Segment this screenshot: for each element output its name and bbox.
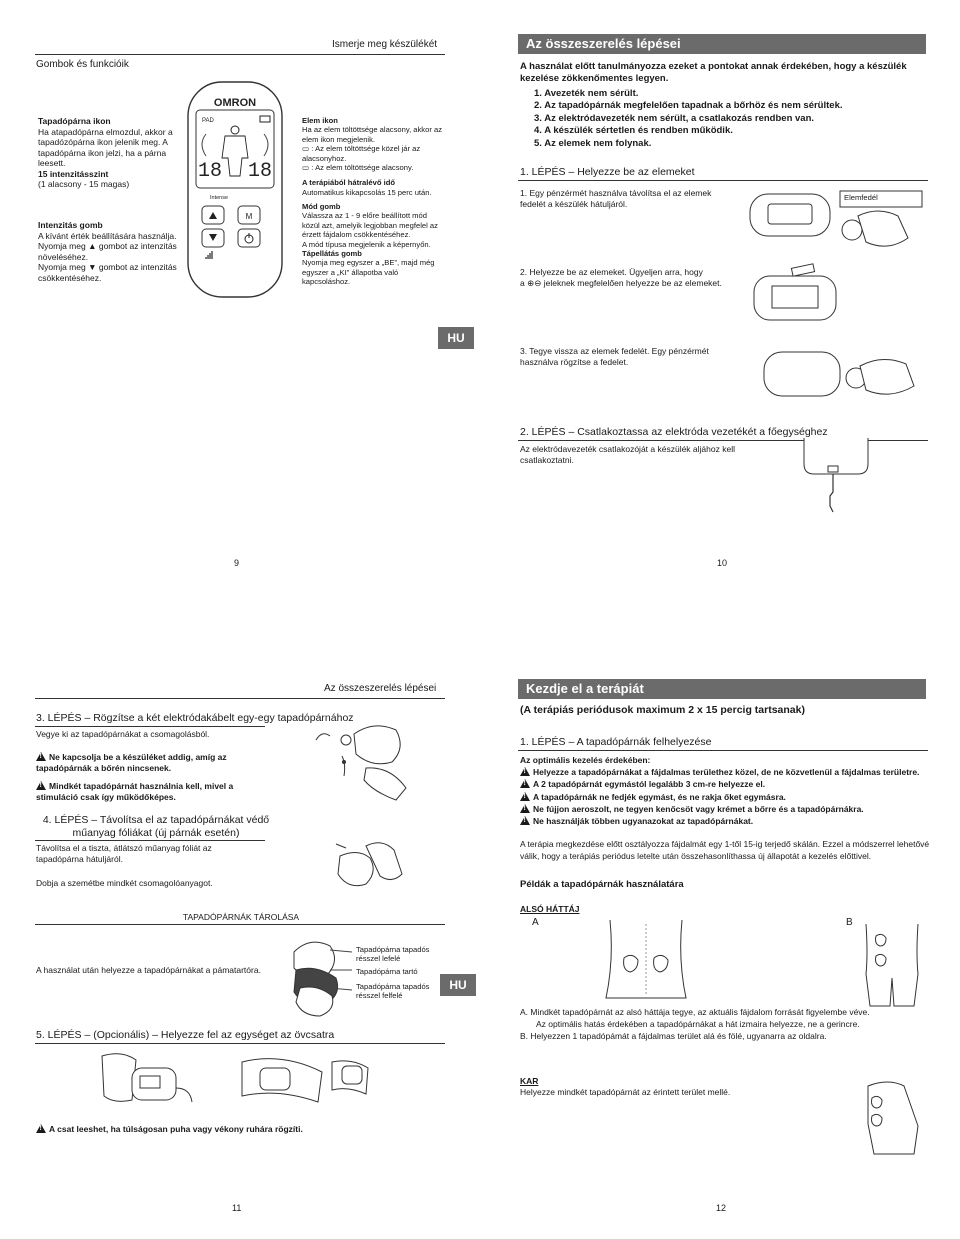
- storage-label3: Tapadópárna tapadós résszel felfelé: [356, 982, 430, 1001]
- p11-storage-rule: [35, 924, 445, 925]
- mode-desc: [302, 202, 442, 287]
- p12-examples-title: Példák a tapadópárnák használatára: [520, 879, 684, 890]
- p12-setting-text: A terápia megkezdése előtt osztályozza fájdalmát egy 1-től 15-ig terjedő skálán. Ezzel a módszerrel lehetővé válik, hogy a terápiás periódus letelte után összehasonlíthassa új állapotát a kezelés előttivel.: [520, 839, 930, 861]
- p10-step1-rule: [518, 180, 928, 181]
- step1-2a: 2. Helyezze be az elemeket. Ügyeljen arra, hogy: [520, 267, 703, 277]
- p11-warn2: [36, 781, 256, 802]
- p12-arm-text: Helyezze mindkét tapadópárnát az érintett terület mellé.: [520, 1087, 731, 1097]
- battery-text: Ha az elem töltöttsége alacsony, akkor az elem ikon megjelenik.: [302, 125, 442, 144]
- p12-lower-back: ALSÓ HÁTTÁJ: [520, 904, 580, 914]
- check-item: 2. Az tapadópárnák megfelelően tapadnak a bőrhöz és nem sérültek.: [534, 100, 843, 112]
- p12-arm-title: KAR: [520, 1076, 539, 1086]
- step1-2-text: [520, 267, 730, 288]
- p11-step3-text: Vegye ki az tapadópárnákat a csomagolásból.: [36, 729, 210, 739]
- p12-step1-title: 1. LÉPÉS – A tapadópárnák felhelyezése: [520, 736, 712, 748]
- p11-step5-title: 5. LÉPÉS – (Opcionális) – Helyezze fel az egységet az övcsatra: [36, 1029, 335, 1041]
- p12-step1-rule: [518, 750, 928, 751]
- lower-back-b-illustration: [860, 922, 924, 1008]
- p12-header: Kezdje el a terápiát: [518, 679, 926, 699]
- film-remove-illustration: [328, 836, 418, 896]
- warn3-text: A csat leeshet, ha túlságosan puha vagy vékony ruhára rögzíti.: [49, 1124, 303, 1134]
- check-item: 3. Az elektródavezeték nem sérült, a csatlakozás rendben van.: [534, 112, 815, 124]
- device-display-right: 18: [248, 160, 273, 183]
- pad-icon-desc: [38, 116, 178, 190]
- warning-icon: [520, 792, 530, 801]
- p10-lang-tab: HU: [438, 327, 474, 349]
- p11-step4-title: 4. LÉPÉS – Távolítsa el az tapadópárnákat védő műanyag fóliákat (új párnák esetén): [42, 814, 270, 839]
- intensity-levels-title: 15 intenzitásszint: [38, 168, 109, 179]
- tip-item: [520, 803, 930, 815]
- step1-2c: jeleknek megfelelően helyezze be az elemeket.: [543, 277, 722, 288]
- pad-holder-leaders: [330, 940, 354, 1000]
- p11-step4-rule: [35, 840, 265, 841]
- step1-3-text: 3. Tegye vissza az elemek fedelét. Egy pénzérmét használva rögzítse a fedelet.: [520, 346, 709, 367]
- p11-step4-text: Távolítsa el a tiszta, átlátszó műanyag fóliát az tapadópárna hátuljáról.: [36, 843, 212, 864]
- p12-label-a: A: [532, 917, 539, 928]
- warning-icon: [520, 767, 530, 776]
- warn2-text: Mindkét tapadópárnát használnia kell, mivel a stimuláció csak így működőképes.: [36, 781, 234, 802]
- battery-low-text: : Az elem töltöttsége közel jár az alacsonyhoz.: [302, 144, 421, 163]
- p11-step5-rule: [35, 1043, 445, 1044]
- check-item: 1. Avezeték nem sérült.: [534, 88, 639, 99]
- remaining-title: A terápiából hátralévő idő: [302, 178, 395, 188]
- plus-icon: ⊕: [527, 277, 535, 288]
- battery-title: Elem ikon: [302, 116, 338, 125]
- p10-step2-text: Az elektródavezeték csatlakozóját a készülék aljához kell csatlakoztatni.: [520, 444, 735, 465]
- device-illustration: [180, 78, 290, 303]
- p11-lang-tab: HU: [440, 974, 476, 996]
- p11-step4-text2: Dobja a szemétbe mindkét csomagolóanyagot.: [36, 878, 213, 888]
- warning-icon: [36, 781, 46, 790]
- device-display-left: 18: [198, 160, 223, 183]
- intensity-button-title: Intenzitás gomb: [38, 220, 103, 230]
- p11-step3-title: 3. LÉPÉS – Rögzítse a két elektródakábelt egy-egy tapadópárnához: [36, 712, 354, 724]
- check-item: 5. Az elemek nem folynak.: [534, 137, 652, 149]
- device-brand: OMRON: [213, 97, 257, 109]
- p10-page-number: 10: [717, 558, 728, 568]
- warning-icon: [36, 752, 46, 761]
- warning-icon: [520, 804, 530, 813]
- storage-label2: Tapadópárna tartó: [356, 967, 418, 976]
- tip-text: A tapadópárnák ne fedjék egymást, és ne rakja őket egymásra.: [533, 791, 786, 802]
- p11-header-rule: [35, 698, 445, 699]
- p11-header: Az összeszerelés lépései: [324, 683, 437, 694]
- intensity-up-text: Nyomja meg ▲ gombot az intenzitás növeléséhez.: [38, 241, 177, 262]
- warning-icon: [520, 816, 530, 825]
- p12-note-b: B. Helyezzen 1 tapadópámát a fájdalmas terület alá és fölé, ugyanarra az oldalra.: [520, 1031, 827, 1041]
- battery-low-icon: ▭: [302, 144, 312, 154]
- tip-text: Ne fújjon aeroszolt, ne tegyen kenőcsöt vagy krémet a bőrre és a tapadópárnákra.: [533, 803, 864, 814]
- battery-cover-illustration: [740, 186, 930, 256]
- p11-step3-rule: [35, 726, 265, 727]
- power-text: Nyomja meg egyszer a „BE”, majd még egyszer a „KI” állapotba való kapcsoláshoz.: [302, 258, 435, 287]
- cable-connect-illustration: [796, 436, 876, 516]
- tip-item: [520, 815, 930, 827]
- p10-step1-title: 1. LÉPÉS – Helyezze be az elemeket: [520, 166, 695, 178]
- p9-header: Ismerje meg készülékét: [332, 39, 438, 50]
- storage-label1: Tapadópárna tapadós résszel lefelé: [356, 945, 430, 964]
- device-intense-label: Intense: [210, 195, 229, 201]
- p10-step2-title: 2. LÉPÉS – Csatlakoztassa az elektróda vezetékét a főegységhez: [520, 426, 828, 438]
- tip-text: Ne használják többen ugyanazokat az tapadópárnákat.: [533, 816, 754, 827]
- battery-insert-illustration: [748, 262, 848, 322]
- p9-header-rule: [35, 54, 445, 55]
- p10-intro: A használat előtt tanulmányozza ezeket a pontokat annak érdekében, hogy a készülék kezelése zökkenőmentes legyen.: [520, 61, 907, 84]
- p12-subtitle: (A terápiás periódusok maximum 2 x 15 percig tartsanak): [520, 704, 805, 716]
- tip-text: Helyezze a tapadópárnákat a fájdalmas területhez közel, de ne közvetlenül a fájdalmas területre.: [533, 767, 920, 777]
- step1-2b: a: [520, 277, 525, 288]
- mode-title: Mód gomb: [302, 202, 341, 211]
- check-item: 4. A készülék sértetlen és rendben működik.: [534, 125, 733, 137]
- p9-page-number: 9: [234, 558, 240, 568]
- pad-icon-title: Tapadópárna ikon: [38, 116, 111, 126]
- device-mode-label: M: [245, 212, 253, 221]
- p11-storage-title: TAPADÓPÁRNÁK TÁROLÁSA: [182, 912, 300, 922]
- battery-close-illustration: [760, 340, 920, 410]
- intensity-button-desc: [38, 220, 178, 283]
- p12-label-b: B: [846, 917, 853, 928]
- warning-icon: [520, 779, 530, 788]
- intensity-button-text: A kívánt érték beállítására használja.: [38, 230, 177, 241]
- p12-tips: [520, 766, 930, 827]
- device-pad-label: PAD: [202, 118, 214, 124]
- p12-optimal-title: Az optimális kezelés érdekében:: [520, 755, 651, 765]
- p12-note-a: A. Mindkét tapadópárnát az alsó háttája tegye, az aktuális fájdalom forrását figyelembe véve.: [520, 1007, 870, 1017]
- remaining-text: Automatikus kikapcsolás 15 perc után.: [302, 187, 432, 197]
- tip-text: A 2 tapadópárnát egymástól legalább 3 cm-re helyezze el.: [533, 779, 766, 790]
- p9-section-title: Gombok és funkcióik: [36, 59, 129, 70]
- lower-back-a-illustration: [596, 918, 696, 1000]
- tip-item: [520, 766, 930, 778]
- tip-item: [520, 778, 930, 790]
- intensity-down-text: Nyomja meg ▼ gombot az intenzitás csökkentéséhez.: [38, 262, 177, 283]
- intensity-levels-range: (1 alacsony - 15 magas): [38, 179, 130, 189]
- p12-note-a2: Az optimális hatás érdekében a tapadópárnákat a hát izmaira helyezze, ne a gerincre.: [536, 1019, 860, 1029]
- p10-checks: [534, 88, 934, 150]
- electrode-attach-illustration: [296, 716, 416, 806]
- battery-empty-text: : Az elem töltöttsége alacsony.: [311, 163, 414, 173]
- p10-header: Az összeszerelés lépései: [518, 34, 926, 54]
- step1-1-text: 1. Egy pénzérmét használva távolítsa el az elemek fedelét a készülék hátuljáról.: [520, 188, 712, 209]
- pad-icon-text: Ha atapadópárna elmozdul, akkor a tapadózópárna ikon jelenik meg. A tapadópárna ikon jelzi, ha a párna leesett.: [38, 126, 173, 168]
- tip-item: [520, 791, 930, 803]
- warning-icon: [36, 1124, 46, 1133]
- battery-empty-icon: ▭: [302, 163, 312, 173]
- battery-cover-label: Elemfedél: [844, 193, 878, 202]
- arm-illustration: [860, 1076, 926, 1156]
- power-title: Tápellátás gomb: [302, 249, 362, 259]
- mode-text: Válassza az 1 - 9 előre beállított mód közül azt, amelyik legjobban megfelel az érzett fájdalom csökkentéséhez.: [302, 211, 438, 240]
- p11-storage-text: A használat után helyezze a tapadópárnákat a pámatartóra.: [36, 965, 261, 975]
- mode-text2: A mód típusa megjelenik a képernyőn.: [302, 239, 431, 249]
- p12-page-number: 12: [716, 1203, 727, 1213]
- p11-warn1: [36, 752, 256, 773]
- p11-page-number: 11: [232, 1203, 242, 1213]
- battery-desc: [302, 116, 442, 197]
- belt-clip-illustration: [92, 1048, 392, 1120]
- p11-warn3: [36, 1124, 303, 1135]
- minus-icon: ⊖: [534, 277, 542, 288]
- warn1-text: Ne kapcsolja be a készüléket addig, amíg az tapadópárnák a bőrén nincsenek.: [36, 752, 227, 773]
